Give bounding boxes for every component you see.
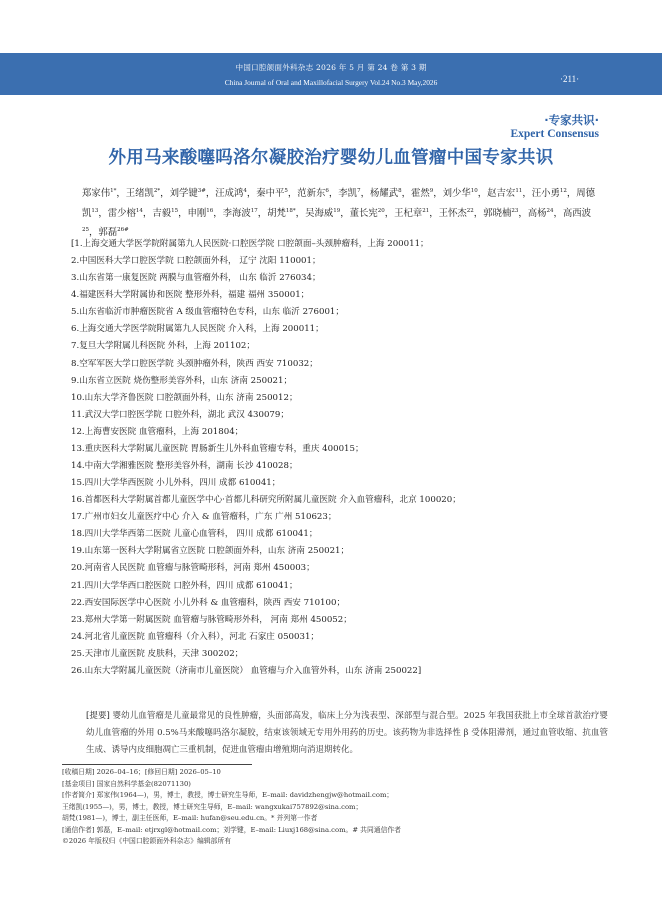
author-mark: 5 bbox=[284, 188, 288, 194]
author: 李凯 bbox=[338, 188, 358, 200]
author-separator: ， bbox=[257, 207, 268, 219]
author-separator: ， bbox=[473, 207, 484, 219]
footnote-line: ©2026 年版权归《中国口腔颌面外科杂志》编辑部所有 bbox=[62, 837, 231, 845]
affiliation-item: 10.山东大学齐鲁医院 口腔颌面外科，山东 济南 250012； bbox=[71, 392, 298, 403]
author-separator: ， bbox=[160, 188, 170, 200]
affiliation-item: 5.山东省临沂市肿瘤医院省 A 级血管瘤特色专科，山东 临沂 276001； bbox=[71, 307, 344, 318]
abstract-label: [提要] bbox=[86, 711, 110, 721]
author-separator: ， bbox=[477, 188, 488, 200]
author: 雷少榕 bbox=[107, 207, 136, 219]
author-separator: ， bbox=[89, 227, 99, 239]
author-mark: 18* bbox=[285, 207, 296, 214]
author-mark: 23 bbox=[511, 207, 519, 214]
affiliation-item: 12.上海曹安医院 血管瘤科，上海 201804； bbox=[71, 426, 244, 437]
author-separator: ， bbox=[433, 188, 443, 200]
author-mark: 3# bbox=[197, 188, 206, 194]
affiliation-item: 2.中国医科大学口腔医学院 口腔颌面外科， 辽宁 沈阳 110001； bbox=[71, 256, 321, 267]
affiliation-item: 20.河南省人民医院 血管瘤与脉管畸形科，河南 郑州 450003； bbox=[71, 563, 315, 574]
author: 杨耀武 bbox=[369, 188, 399, 200]
author: 吴海威 bbox=[305, 207, 334, 219]
author-mark: 25 bbox=[82, 227, 89, 234]
author-separator: ， bbox=[340, 207, 350, 219]
author: 刘学键 bbox=[169, 188, 198, 200]
footnote-line: [收稿日期] 2026–04–16；[修回日期] 2026–05–10 bbox=[62, 768, 221, 776]
author-mark: 20 bbox=[377, 207, 385, 214]
journal-name-cn: 中国口腔颌面外科杂志 2026 年 5 月 第 24 卷 第 3 期 bbox=[235, 63, 427, 72]
affiliation-item: 8.空军军医大学口腔医学院 头颈肿瘤外科，陕西 西安 710032； bbox=[71, 358, 318, 369]
author: 王怀杰 bbox=[438, 207, 467, 219]
author: 胡梵 bbox=[267, 207, 286, 219]
article-title: 外用马来酸噻吗洛尔凝胶治疗婴幼儿血管瘤中国专家共识 bbox=[108, 148, 554, 168]
affiliation-item: [1.上海交通大学医学院附属第九人民医院·口腔医学院 口腔颌面–头颈肿瘤科，上海 200011； bbox=[71, 239, 429, 249]
author-separator: ， bbox=[522, 188, 532, 200]
author: 汪成鸿 bbox=[215, 188, 244, 200]
footnote-line: [基金项目] 国家自然科学基金(82071130) bbox=[62, 779, 191, 788]
author-mark: 15 bbox=[171, 207, 179, 214]
affiliation-item: 6.上海交通大学医学院附属第九人民医院 介入科，上海 200011； bbox=[71, 324, 324, 335]
section-label-en: Expert Consensus bbox=[510, 128, 599, 140]
affiliation-item: 23.郑州大学第一附属医院 血管瘤与脉管畸形外科， 河南 郑州 450052； bbox=[71, 614, 352, 625]
author-separator: ， bbox=[246, 188, 257, 200]
journal-name-en: China Journal of Oral and Maxillofacial Surgery Vol.24 No.3 May,2026 bbox=[224, 78, 438, 87]
author-separator: ， bbox=[328, 188, 339, 200]
author: 刘少华 bbox=[442, 188, 471, 200]
author: 周德凯 bbox=[82, 188, 595, 219]
author-mark: 21 bbox=[422, 207, 430, 214]
author-separator: ， bbox=[553, 207, 563, 219]
author-mark: 16 bbox=[206, 207, 214, 214]
affiliation-item: 13.重庆医科大学附属儿童医院 胃肠新生儿外科血管瘤专科，重庆 400015； bbox=[71, 443, 364, 454]
affiliation-item: 17.广州市妇女儿童医疗中心 介入 & 血管瘤科，广东 广州 510623； bbox=[71, 512, 337, 523]
author-separator: ， bbox=[142, 207, 153, 219]
author-mark: 8 bbox=[398, 188, 402, 194]
affiliation-item: 22.西安国际医学中心医院 小儿外科 & 血管瘤科，陕西 西安 710100； bbox=[71, 597, 346, 608]
abstract bbox=[86, 708, 608, 759]
author-separator: ， bbox=[518, 207, 528, 219]
author-mark: 9 bbox=[429, 188, 434, 194]
author-mark: 12 bbox=[559, 188, 567, 194]
affiliation-item: 25.天津市儿童医院 皮肤科，天津 300202； bbox=[71, 648, 244, 659]
author-mark: 19 bbox=[333, 207, 341, 214]
author: 王杞章 bbox=[394, 207, 423, 219]
affiliation-list bbox=[71, 236, 631, 680]
affiliation-item: 18.四川大学华西第二医院 儿童心血管科， 四川 成都 610041； bbox=[71, 529, 318, 540]
affiliation-item: 9.山东省立医院 烧伤整形美容外科，山东 济南 250021； bbox=[71, 375, 293, 386]
affiliation-item: 11.武汉大学口腔医学院 口腔外科，湖北 武汉 430079； bbox=[71, 409, 289, 420]
footnotes bbox=[62, 767, 622, 848]
author: 郭磊 bbox=[98, 227, 118, 239]
affiliation-item: 26.山东大学附属儿童医院（济南市儿童医院） 血管瘤与介入血管外科，山东 济南 250022] bbox=[71, 665, 422, 676]
author-mark: 6 bbox=[325, 188, 329, 194]
author-mark: 1* bbox=[110, 188, 117, 194]
affiliation-item: 19.山东第一医科大学附属省立医院 口腔颌面外科，山东 济南 250021； bbox=[71, 546, 350, 557]
footnote-line: 王绪凯(1955—)，男，博士，教授，博士研究生导师，E–mail: wangxukai757892@sina.com； bbox=[62, 802, 363, 811]
author: 王绪凯 bbox=[125, 188, 154, 200]
affiliation-item: 14.中南大学湘雅医院 整形美容外科，湖南 长沙 410028； bbox=[71, 461, 298, 472]
page-number: ·211· bbox=[560, 74, 580, 84]
affiliation-item: 4.福建医科大学附属协和医院 整形外科，福建 福州 350001； bbox=[71, 290, 310, 301]
affiliation-item: 7.复旦大学附属儿科医院 外科，上海 201102； bbox=[71, 341, 255, 352]
affiliation-item: 3.山东省第一康复医院 两膜与血管瘤外科， 山东 临沂 276034； bbox=[71, 273, 321, 284]
affiliation-item: 24.河北省儿童医院 血管瘤科（介入科），河北 石家庄 050031； bbox=[71, 631, 320, 642]
author-mark: 11 bbox=[515, 188, 523, 194]
author: 吉毅 bbox=[152, 207, 172, 219]
author-mark: 13 bbox=[91, 207, 99, 214]
author-separator: ， bbox=[287, 188, 298, 200]
author-separator: ， bbox=[384, 207, 395, 219]
author-separator: ， bbox=[401, 188, 411, 200]
affiliation-item: 15.四川大学华西医院 小儿外科，四川 成都 610041； bbox=[71, 478, 281, 489]
author: 范新东 bbox=[297, 188, 326, 200]
author-mark: 4 bbox=[243, 188, 247, 194]
footnote-line: [作者简介] 郑家伟(1964—)，男，博士，教授，博士研究生导师，E–mail: davidzhengjw@hotmail.com； bbox=[62, 791, 394, 799]
author-separator: ， bbox=[213, 207, 223, 219]
author: 赵吉宏 bbox=[487, 188, 516, 200]
author-list bbox=[82, 183, 602, 242]
author: 郭晓楠 bbox=[483, 207, 512, 219]
author-separator: ， bbox=[205, 188, 216, 200]
author-mark: 24 bbox=[546, 207, 554, 214]
author: 申刚 bbox=[187, 207, 207, 219]
author-mark: 14 bbox=[135, 207, 143, 214]
author-mark: 10 bbox=[470, 188, 478, 194]
author: 高杨 bbox=[527, 207, 547, 219]
author: 秦中平 bbox=[256, 188, 285, 200]
affiliation-item: 16.首都医科大学附属首都儿童医学中心·首都儿科研究所附属儿童医院 介入血管瘤科，北京 100020； bbox=[71, 495, 461, 506]
author-mark: 26# bbox=[117, 227, 129, 234]
author: 李海波 bbox=[222, 207, 251, 219]
author-separator: ， bbox=[178, 207, 188, 219]
abstract-text: 婴幼儿血管瘤是儿童最常见的良性肿瘤，头面部高发，临床上分为浅表型、深部型与混合型。2025 年我国获批上市全球首款治疗婴幼儿血管瘤的外用 0.5%马来酸噻吗洛尔凝胶，结束该领域无专用外用药的历史。该药物为非选择性 β 受体阻滞剂，通过血管收缩、抗血管生成、诱导内皮细胞凋亡三重机制，促进血管瘤由增殖期向消退期转化。 bbox=[86, 711, 608, 755]
author-mark: 22 bbox=[466, 207, 474, 214]
author: 郑家伟 bbox=[82, 188, 111, 200]
affiliation-item: 21.四川大学华西口腔医院 口腔外科，四川 成都 610041； bbox=[71, 580, 298, 591]
author-separator: ， bbox=[429, 207, 439, 219]
author-separator: ， bbox=[566, 188, 577, 200]
author-mark: 7 bbox=[357, 188, 361, 194]
author-mark: 2* bbox=[153, 188, 161, 194]
author: 董长宪 bbox=[349, 207, 378, 219]
author-separator: ， bbox=[98, 207, 108, 219]
author: 高西波 bbox=[562, 207, 592, 219]
section-label-cn: ·专家共识· bbox=[544, 113, 599, 127]
author: 汪小勇 bbox=[531, 188, 560, 200]
author-separator: ， bbox=[295, 207, 306, 219]
author-mark: 17 bbox=[250, 207, 258, 214]
footnote-line: [通信作者] 郭磊，E–mail: etjrxgl@hotmail.com；刘学键，E–mail: Liuxj168@sina.com。# 共同通信作者 bbox=[62, 825, 401, 834]
footnote-line: 胡梵(1981—)，博士，副主任医师，E–mail: hufan@seu.edu.cn。* 并列第一作者 bbox=[62, 814, 318, 822]
footnote-divider bbox=[62, 764, 252, 765]
author-separator: ， bbox=[116, 188, 126, 200]
author-separator: ， bbox=[360, 188, 370, 200]
author: 霍然 bbox=[410, 188, 430, 200]
